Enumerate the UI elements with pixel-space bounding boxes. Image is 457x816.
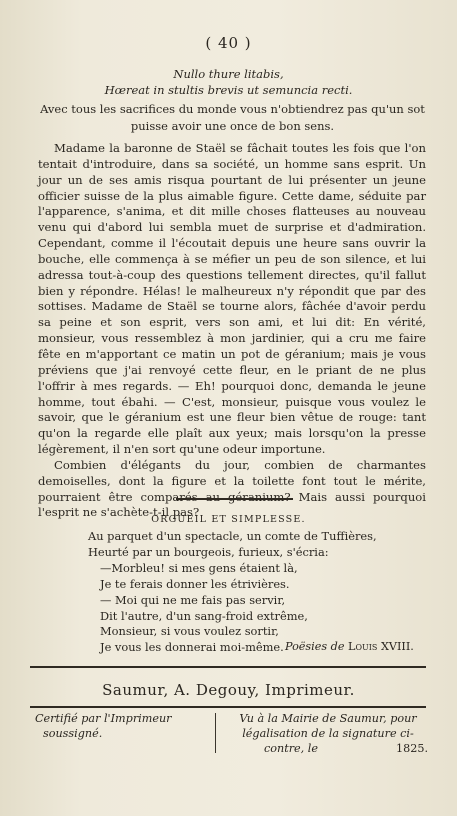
attribution-prefix: Poësies de [285,640,345,653]
imprint-bottom-rule [30,706,426,708]
epigraph-translation: Avec tous les sacrifices du monde vous n'obtiendrez pas qu'un sot puisse avoir une once de bon sens. [40,102,425,133]
mayor-certification [228,711,428,756]
attribution-author: Louis XVIII. [348,640,414,653]
imprint-top-rule [30,666,426,668]
poem-line: Je te ferais donner les étrivières. [100,576,290,591]
certification-divider [215,713,216,753]
epigraph-line-1: Nullo thure litabis, [173,67,284,81]
printer-certification [35,711,172,741]
certification-year: 1825. [395,742,428,755]
poem-line: Au parquet d'un spectacle, un comte de Tuffières, [88,529,377,543]
printer-imprint: Saumur, A. Degouy, Imprimeur. [102,681,355,699]
certification-left-line-2: soussigné. [43,727,103,740]
section-divider [176,498,293,500]
poem-line: Heurté par un bourgeois, furieux, s'écria: [88,544,329,559]
poem-line: Dit l'autre, d'un sang-froid extrême, [100,608,308,623]
paragraph-1: Madame la baronne de Staël se fâchait toutes les fois que l'on tentait d'introduire, dans sa société, un homme sans esprit. Un jour un de ses amis risqua pourtant de lui présenter un jeune officier suisse de la plus aimable figure. Cette dame, séduite par l'apparence, s'anima, et dit mille choses flatteuses au nouveau venu qui d'abord lui sembla muet de surprise et d'admiration. Cependant, comme il l'écoutait depuis une heure sans ouvrir la bouche, elle commença à se méfier un peu de son silence, et lui adressa tout-à-coup des questions tellement directes, qu'il fallut bien y répondre. Hélas! le malheureux n'y répondit que par des sottises. Madame de Staël se tourne alors, fâchée d'avoir perdu sa peine et son esprit, vers son ami, et lui dit: En vérité, monsieur, vous ressemblez à mon jardinier, qui a cru me faire fête en m'apportant ce matin un pot de géranium; mais je vous préviens que j'ai renvoyé cette fleur, en le priant de ne plus l'offrir à mes regards. — Eh! pourquoi donc, demanda le jeune homme, tout ébahi. — C'est, monsieur, puisque vous voulez le savoir, que le géranium est une fleur bien vêtue de rouge: tant qu'on la regarde elle plaît aux yeux; mais lorsqu'on la presse légèrement, il n'en sort qu'une odeur importune. [38,141,426,457]
certification-date-label: contre, le [264,742,318,755]
poem-line: Je vous les donnerai moi-même. [100,640,284,655]
poem-title: ORGUEIL ET SIMPLESSE. [151,514,306,525]
epigraph-line-2: Hœreat in stultis brevis ut semuncia recti. [104,83,353,97]
poem-line: Monsieur, si vous voulez sortir, [100,624,279,639]
poem [88,529,408,656]
poem-line: — Moi qui ne me fais pas servir, [100,592,286,607]
poem-attribution [285,640,414,653]
certification-left-line-1: Certifié par l'Imprimeur [35,712,172,725]
paragraph-2: Combien d'élégants du jour, combien de charmantes demoiselles, dont la figure et la toilette font tout le mérite, pourraient être comparés au géranium? Mais aussi pourquoi l'esprit ne s'achète-t-il pas? [38,457,426,520]
certification-right-line-3 [228,741,428,756]
anecdote-text [38,141,426,521]
certification-right-line-1: Vu à la Mairie de Saumur, pour [239,712,417,725]
poem-line: —Morbleu! si mes gens étaient là, [100,560,298,575]
page-number: ( 40 ) [205,34,252,52]
certification-right-line-2: légalisation de la signature ci- [242,727,414,740]
